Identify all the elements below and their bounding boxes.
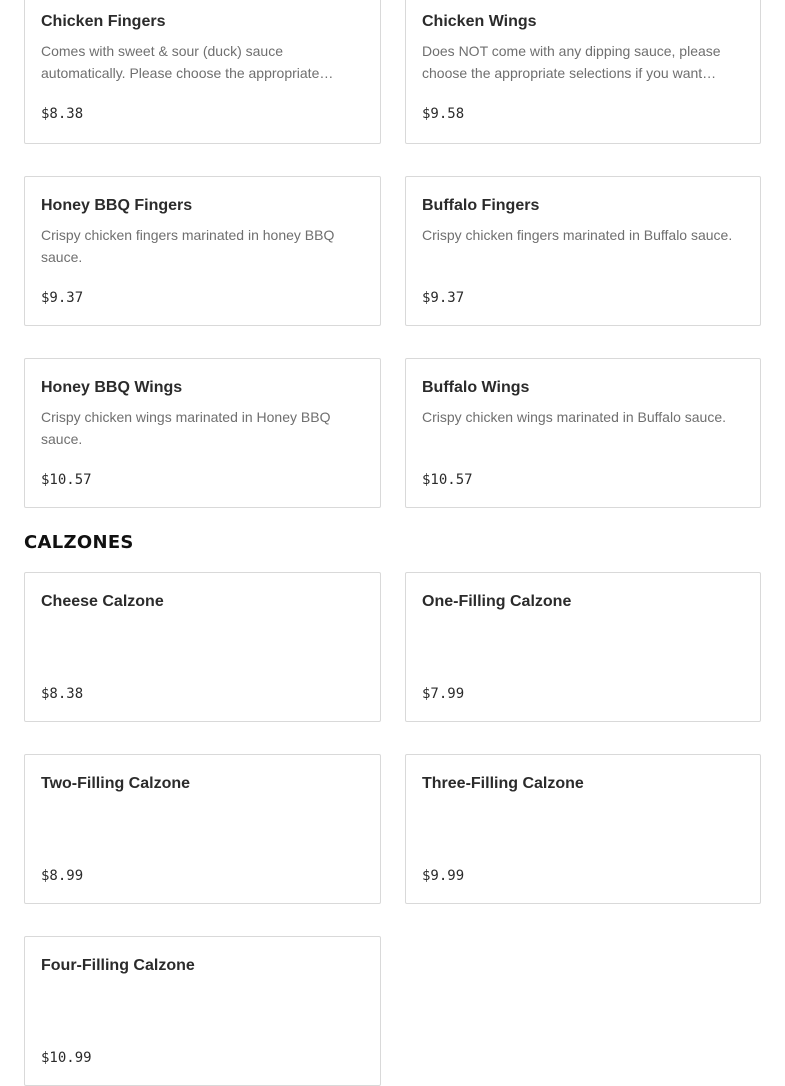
menu-item-card[interactable] bbox=[24, 358, 381, 508]
item-name: Buffalo Fingers bbox=[422, 197, 540, 214]
menu-item-card[interactable] bbox=[405, 176, 761, 326]
menu-item-card[interactable] bbox=[405, 358, 761, 508]
item-name: Four-Filling Calzone bbox=[41, 957, 195, 974]
item-name: One-Filling Calzone bbox=[422, 593, 572, 610]
item-price: $10.57 bbox=[422, 472, 473, 488]
item-price: $8.38 bbox=[41, 106, 84, 122]
item-name: Three-Filling Calzone bbox=[422, 775, 584, 792]
item-name: Honey BBQ Fingers bbox=[41, 197, 193, 214]
menu-item-card[interactable] bbox=[24, 754, 381, 904]
item-price: $8.38 bbox=[41, 686, 84, 702]
menu-item-card[interactable] bbox=[24, 0, 381, 144]
item-price: $9.58 bbox=[422, 106, 465, 122]
item-description: Crispy chicken fingers marinated in Buffalo sauce. bbox=[422, 227, 733, 243]
menu-item-card[interactable] bbox=[405, 0, 761, 144]
section-title: CALZONES bbox=[24, 532, 134, 553]
item-price: $9.99 bbox=[422, 868, 465, 884]
item-price: $9.37 bbox=[422, 290, 465, 306]
menu-item-card[interactable] bbox=[24, 936, 381, 1086]
item-description: Comes with sweet & sour (duck) sauce automatically. Please choose the appropriate… bbox=[41, 43, 334, 81]
item-price: $8.99 bbox=[41, 868, 84, 884]
item-name: Cheese Calzone bbox=[41, 593, 164, 610]
item-price: $10.99 bbox=[41, 1050, 92, 1066]
item-name: Honey BBQ Wings bbox=[41, 379, 183, 396]
item-description: Crispy chicken wings marinated in Buffalo sauce. bbox=[422, 409, 727, 425]
menu-item-card[interactable] bbox=[24, 572, 381, 722]
item-name: Two-Filling Calzone bbox=[41, 775, 191, 792]
menu-item-card[interactable] bbox=[405, 572, 761, 722]
item-name: Chicken Wings bbox=[422, 13, 537, 30]
item-price: $9.37 bbox=[41, 290, 84, 306]
item-description: Crispy chicken fingers marinated in honey BBQ sauce. bbox=[41, 227, 335, 265]
item-name: Buffalo Wings bbox=[422, 379, 530, 396]
item-description: Does NOT come with any dipping sauce, please choose the appropriate selections if you want… bbox=[422, 43, 721, 81]
menu-item-card[interactable] bbox=[405, 754, 761, 904]
menu-item-card[interactable] bbox=[24, 176, 381, 326]
item-name: Chicken Fingers bbox=[41, 13, 166, 30]
item-description: Crispy chicken wings marinated in Honey BBQ sauce. bbox=[41, 409, 331, 447]
item-price: $7.99 bbox=[422, 686, 465, 702]
item-price: $10.57 bbox=[41, 472, 92, 488]
